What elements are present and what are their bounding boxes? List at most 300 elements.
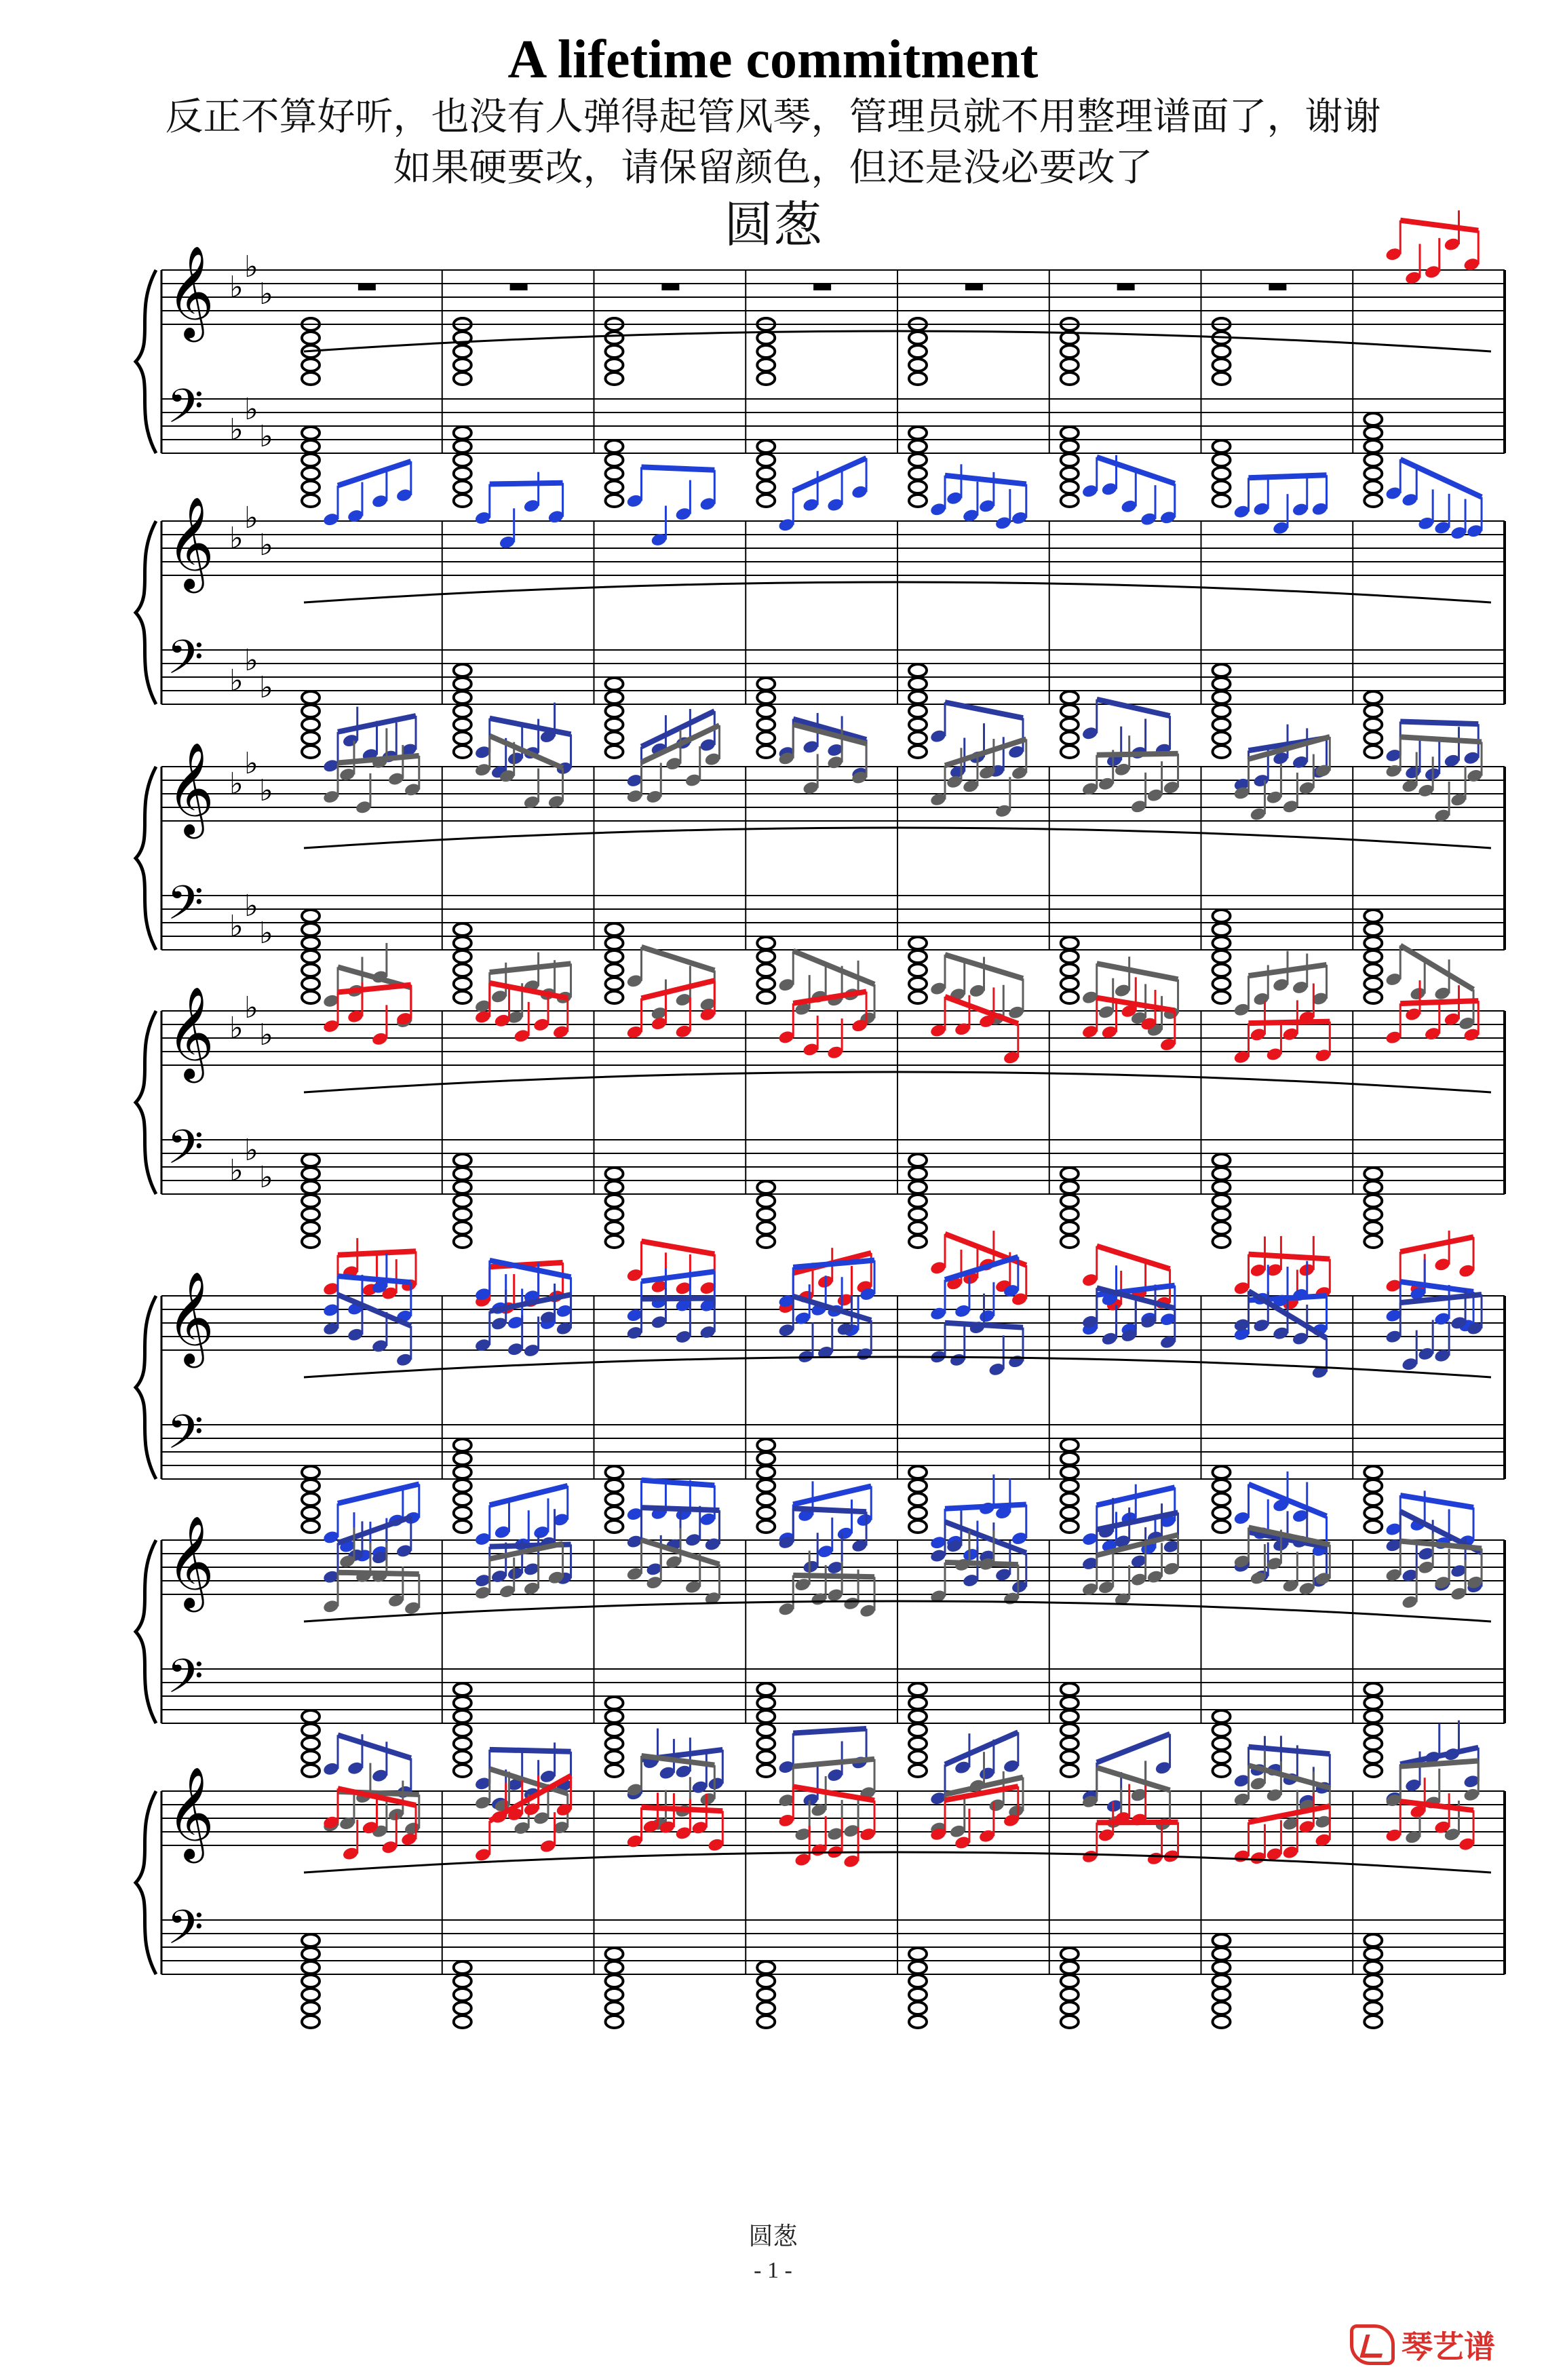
bass-chord-note — [757, 1738, 775, 1750]
treble-chord-note — [606, 345, 623, 358]
bass-chord-note — [606, 1520, 623, 1533]
bass-chord-note — [1364, 964, 1382, 976]
bass-chord-note — [302, 440, 320, 453]
bass-chord-note — [757, 746, 775, 758]
note-beam — [793, 1486, 871, 1504]
logo-icon — [1350, 2324, 1395, 2365]
bass-chord-note — [454, 1480, 471, 1492]
bass-chord-note — [757, 1710, 775, 1723]
bass-chord-note — [1213, 1507, 1231, 1519]
bass-chord-note — [1213, 1765, 1231, 1777]
note-beam — [338, 1251, 416, 1254]
bass-chord-note — [1213, 691, 1231, 704]
bass-chord-note — [454, 467, 471, 480]
bass-chord-note — [909, 1738, 927, 1750]
bass-chord-note — [757, 1961, 775, 1974]
key-flat: ♭ — [259, 277, 273, 311]
bass-chord-note — [1213, 910, 1231, 922]
bass-chord-note — [909, 1493, 927, 1505]
bass-chord-note — [757, 1975, 775, 1987]
bass-chord-note — [1061, 937, 1079, 949]
bass-chord-note — [1364, 718, 1382, 731]
note-beam — [642, 1508, 720, 1510]
bass-chord-note — [454, 664, 471, 676]
bass-chord-note — [1364, 1989, 1382, 2001]
bass-chord-note — [1364, 1948, 1382, 1960]
bass-chord-note — [1364, 1208, 1382, 1221]
subtitle-line-1: 反正不算好听，也没有人弹得起管风琴，管理员就不用整理谱面了，谢谢 — [165, 95, 1381, 139]
bass-chord-note — [1364, 937, 1382, 949]
bass-chord-note — [302, 2016, 320, 2028]
bass-chord-note — [909, 467, 927, 480]
bass-chord-note — [302, 1989, 320, 2001]
note-beam — [1249, 1254, 1330, 1259]
bass-chord-note — [1213, 718, 1231, 731]
bass-chord-note — [1061, 1738, 1079, 1750]
bass-chord-note — [454, 678, 471, 690]
bass-chord-note — [1213, 1181, 1231, 1193]
key-flat: ♭ — [259, 1160, 273, 1195]
treble-chord-note — [1213, 345, 1231, 358]
bass-chord-note — [1213, 978, 1231, 990]
bass-chord-note — [1061, 1751, 1079, 1763]
bass-chord-note — [454, 964, 471, 976]
key-flat: ♭ — [244, 889, 258, 923]
bass-chord-note — [302, 1975, 320, 1987]
bass-chord-note — [1061, 1208, 1079, 1221]
bass-chord-note — [302, 467, 320, 480]
bass-chord-note — [909, 454, 927, 466]
treble-chord-note — [909, 372, 927, 385]
key-flat: ♭ — [244, 501, 258, 535]
bass-chord-note — [606, 1710, 623, 1723]
bass-chord-note — [1364, 1493, 1382, 1505]
bass-chord-note — [757, 1697, 775, 1709]
bass-chord-note — [454, 1466, 471, 1478]
bass-chord-note — [757, 1520, 775, 1533]
treble-clef: 𝄞 — [167, 1765, 214, 1859]
bass-chord-note — [302, 718, 320, 731]
bass-chord-note — [454, 1520, 471, 1533]
bass-chord-note — [302, 1480, 320, 1492]
bass-chord-note — [454, 1208, 471, 1221]
bass-chord-note — [1364, 1751, 1382, 1763]
bass-chord-note — [1213, 1975, 1231, 1987]
note-beam — [338, 1735, 411, 1758]
treble-chord-note — [1061, 345, 1079, 358]
bass-chord-note — [302, 1235, 320, 1248]
bass-chord-note — [757, 1235, 775, 1248]
treble-chord-note — [454, 372, 471, 385]
bass-chord-note — [454, 454, 471, 466]
key-flat: ♭ — [229, 767, 244, 801]
note-beam — [1097, 754, 1178, 755]
bass-chord-note — [454, 1683, 471, 1695]
bass-chord-note — [1364, 705, 1382, 717]
bass-chord-note — [909, 1168, 927, 1180]
bass-chord-note — [1213, 1466, 1231, 1478]
bass-chord-note — [454, 923, 471, 936]
note-beam — [490, 1750, 571, 1752]
note-beam — [793, 1261, 874, 1267]
bass-clef: 𝄢 — [167, 1404, 204, 1471]
bass-chord-note — [302, 923, 320, 936]
treble-chord-note — [1213, 372, 1231, 385]
note-beam — [338, 1484, 419, 1503]
bass-chord-note — [302, 991, 320, 1003]
bass-chord-note — [757, 678, 775, 690]
bass-chord-note — [454, 1989, 471, 2001]
bass-chord-note — [1061, 1697, 1079, 1709]
note-beam — [793, 458, 866, 491]
system-brace — [136, 1540, 156, 1723]
bass-chord-note — [606, 691, 623, 704]
bass-chord-note — [302, 1154, 320, 1166]
bass-chord-note — [454, 978, 471, 990]
bass-chord-note — [909, 664, 927, 676]
bass-chord-note — [302, 910, 320, 922]
bass-clef: 𝄢 — [167, 630, 204, 696]
bass-chord-note — [909, 2016, 927, 2028]
bass-chord-note — [1213, 705, 1231, 717]
bass-chord-note — [1213, 1751, 1231, 1763]
key-flat: ♭ — [229, 521, 244, 556]
bass-chord-note — [1213, 678, 1231, 690]
bass-chord-note — [1364, 1765, 1382, 1777]
bass-chord-note — [1213, 2016, 1231, 2028]
bass-chord-note — [1213, 664, 1231, 676]
bass-chord-note — [1061, 1961, 1079, 1974]
bass-chord-note — [606, 718, 623, 731]
bass-chord-note — [454, 1975, 471, 1987]
bass-chord-note — [1213, 746, 1231, 758]
bass-chord-note — [1364, 1975, 1382, 1987]
bass-chord-note — [454, 746, 471, 758]
bass-chord-note — [1061, 1195, 1079, 1207]
bass-chord-note — [1364, 746, 1382, 758]
bass-chord-note — [1061, 1222, 1079, 1234]
bass-chord-note — [909, 1208, 927, 1221]
page-number: - 1 - — [754, 2258, 792, 2283]
bass-chord-note — [606, 746, 623, 758]
key-flat: ♭ — [244, 746, 258, 781]
bass-chord-note — [757, 691, 775, 704]
score-title: A lifetime commitment — [507, 30, 1039, 90]
site-logo — [1350, 2320, 1526, 2369]
key-flat: ♭ — [244, 991, 258, 1025]
bass-chord-note — [757, 1751, 775, 1763]
bass-chord-note — [909, 1480, 927, 1492]
logo-text: 琴艺谱 — [1402, 2328, 1495, 2365]
bass-chord-note — [606, 467, 623, 480]
bass-chord-note — [1364, 1710, 1382, 1723]
bass-chord-note — [606, 1961, 623, 1974]
bass-chord-note — [1061, 2016, 1079, 2028]
bass-chord-note — [1213, 1934, 1231, 1946]
bass-chord-note — [606, 678, 623, 690]
bass-chord-note — [454, 1439, 471, 1451]
bass-chord-note — [1213, 1493, 1231, 1505]
treble-clef: 𝄞 — [167, 1270, 214, 1364]
bass-chord-note — [454, 1961, 471, 1974]
treble-chord-note — [757, 345, 775, 358]
note-beam — [338, 461, 411, 486]
bass-chord-note — [757, 1208, 775, 1221]
bass-chord-note — [606, 1751, 623, 1763]
bass-chord-note — [1061, 691, 1079, 704]
composer-name: 圆葱 — [724, 196, 822, 253]
bass-clef: 𝄢 — [167, 379, 204, 445]
bass-chord-note — [1213, 1208, 1231, 1221]
whole-rest — [661, 284, 679, 290]
bass-chord-note — [606, 1493, 623, 1505]
treble-chord-note — [302, 332, 320, 344]
bass-clef: 𝄢 — [167, 1649, 204, 1715]
key-flat: ♭ — [229, 1153, 244, 1188]
bass-chord-note — [909, 691, 927, 704]
bass-chord-note — [606, 454, 623, 466]
bass-chord-note — [1213, 2002, 1231, 2014]
key-flat: ♭ — [229, 1011, 244, 1045]
note-beam — [642, 1480, 715, 1486]
bass-chord-note — [909, 1466, 927, 1478]
footer-composer: 圆葱 — [748, 2223, 798, 2250]
bass-chord-note — [606, 991, 623, 1003]
bass-chord-note — [1213, 951, 1231, 963]
bass-chord-note — [302, 1168, 320, 1180]
note-beam — [1400, 459, 1482, 497]
bass-chord-note — [1061, 964, 1079, 976]
treble-chord-note — [302, 359, 320, 371]
bass-chord-note — [1364, 951, 1382, 963]
bass-chord-note — [606, 1507, 623, 1519]
note-beam — [1400, 1237, 1473, 1252]
bass-chord-note — [909, 1724, 927, 1736]
bass-chord-note — [302, 1493, 320, 1505]
treble-clef: 𝄞 — [167, 1514, 214, 1608]
note-beam — [1400, 721, 1478, 724]
bass-chord-note — [1364, 2016, 1382, 2028]
bass-chord-note — [909, 951, 927, 963]
bass-chord-note — [1364, 1507, 1382, 1519]
system-brace — [136, 767, 156, 950]
key-flat: ♭ — [259, 916, 273, 951]
bass-chord-note — [606, 951, 623, 963]
bass-chord-note — [606, 1738, 623, 1750]
note-beam — [1097, 1246, 1170, 1269]
key-flat: ♭ — [259, 528, 273, 562]
bass-chord-note — [454, 1222, 471, 1234]
bass-chord-note — [909, 1697, 927, 1709]
key-flat: ♭ — [229, 909, 244, 944]
treble-chord-note — [606, 359, 623, 371]
bass-chord-note — [454, 991, 471, 1003]
bass-chord-note — [1061, 1724, 1079, 1736]
bass-chord-note — [1213, 1195, 1231, 1207]
bass-chord-note — [606, 1989, 623, 2001]
bass-chord-note — [606, 1975, 623, 1987]
bass-chord-note — [757, 454, 775, 466]
system-brace — [136, 1791, 156, 1974]
note-beam — [338, 985, 411, 993]
bass-chord-note — [1213, 454, 1231, 466]
bass-chord-note — [1061, 481, 1079, 493]
bass-chord-note — [606, 732, 623, 744]
treble-chord-note — [606, 332, 623, 344]
note-beam — [490, 1486, 568, 1505]
bass-chord-note — [757, 705, 775, 717]
bass-chord-note — [1364, 1961, 1382, 1974]
bass-chord-note — [302, 964, 320, 976]
bass-chord-note — [606, 1948, 623, 1960]
treble-chord-note — [1061, 359, 1079, 371]
bass-chord-note — [1364, 1181, 1382, 1193]
bass-chord-note — [302, 1208, 320, 1221]
bass-chord-note — [909, 1507, 927, 1519]
bass-chord-note — [454, 691, 471, 704]
bass-chord-note — [302, 746, 320, 758]
bass-chord-note — [606, 1208, 623, 1221]
note-beam — [642, 1807, 723, 1811]
bass-chord-note — [606, 705, 623, 717]
bass-chord-note — [454, 705, 471, 717]
bass-chord-note — [302, 978, 320, 990]
bass-chord-note — [909, 1195, 927, 1207]
treble-clef: 𝄞 — [167, 985, 214, 1079]
key-flat: ♭ — [229, 270, 244, 305]
bass-chord-note — [1213, 1710, 1231, 1723]
bass-chord-note — [302, 705, 320, 717]
bass-chord-note — [1213, 1480, 1231, 1492]
bass-chord-note — [606, 2016, 623, 2028]
bass-chord-note — [454, 718, 471, 731]
bass-chord-note — [454, 2002, 471, 2014]
key-flat: ♭ — [259, 670, 273, 705]
bass-chord-note — [1364, 1480, 1382, 1492]
note-beam — [642, 467, 715, 469]
bass-chord-note — [1213, 1989, 1231, 2001]
note-beam — [793, 951, 874, 984]
note-beam — [793, 1508, 866, 1512]
bass-chord-note — [909, 1181, 927, 1193]
bass-chord-note — [757, 964, 775, 976]
key-flat: ♭ — [229, 412, 244, 447]
note-beam — [945, 1257, 1018, 1280]
bass-chord-note — [454, 1751, 471, 1763]
note-beam — [1400, 220, 1478, 231]
bass-chord-note — [909, 1683, 927, 1695]
subtitle-line-2: 如果硬要改，请保留颜色，但还是没必要改了 — [393, 146, 1153, 190]
whole-rest — [510, 284, 528, 290]
system-brace — [136, 270, 156, 453]
bass-chord-note — [909, 1751, 927, 1763]
bass-chord-note — [909, 1235, 927, 1248]
bass-chord-note — [1364, 1724, 1382, 1736]
system-brace — [136, 521, 156, 704]
note-beam — [642, 947, 715, 970]
note-beam — [793, 1729, 866, 1733]
bass-chord-note — [1061, 951, 1079, 963]
bass-chord-note — [909, 678, 927, 690]
bass-chord-note — [757, 1493, 775, 1505]
system-brace — [136, 1011, 156, 1194]
bass-chord-note — [757, 2002, 775, 2014]
bass-chord-note — [909, 1222, 927, 1234]
bass-chord-note — [1213, 923, 1231, 936]
bass-chord-note — [1061, 978, 1079, 990]
bass-chord-note — [1061, 454, 1079, 466]
bass-chord-note — [757, 718, 775, 731]
bass-chord-note — [606, 1765, 623, 1777]
bass-chord-note — [302, 1466, 320, 1478]
bass-chord-note — [757, 1466, 775, 1478]
bass-chord-note — [757, 1453, 775, 1465]
bass-chord-note — [606, 495, 623, 507]
bass-chord-note — [757, 495, 775, 507]
bass-chord-note — [1364, 910, 1382, 922]
bass-chord-note — [1213, 1738, 1231, 1750]
bass-chord-note — [1061, 732, 1079, 744]
bass-chord-note — [909, 1154, 927, 1166]
bass-chord-note — [909, 481, 927, 493]
key-flat: ♭ — [259, 419, 273, 454]
treble-chord-note — [909, 332, 927, 344]
bass-chord-note — [454, 440, 471, 453]
bass-chord-note — [454, 1168, 471, 1180]
bass-chord-note — [757, 481, 775, 493]
treble-chord-note — [909, 345, 927, 358]
bass-chord-note — [302, 495, 320, 507]
bass-chord-note — [1061, 2002, 1079, 2014]
bass-chord-note — [606, 481, 623, 493]
bass-chord-note — [1061, 1168, 1079, 1180]
bass-chord-note — [909, 964, 927, 976]
note-beam — [1400, 737, 1482, 742]
bass-chord-note — [757, 991, 775, 1003]
bass-chord-note — [1061, 495, 1079, 507]
bass-chord-note — [454, 937, 471, 949]
bass-chord-note — [1364, 1168, 1382, 1180]
note-beam — [490, 483, 563, 484]
bass-chord-note — [1213, 1154, 1231, 1166]
key-flat: ♭ — [244, 250, 258, 284]
bass-chord-note — [606, 964, 623, 976]
bass-chord-note — [606, 923, 623, 936]
bass-chord-note — [757, 440, 775, 453]
bass-chord-note — [757, 1683, 775, 1695]
bass-chord-note — [1061, 1765, 1079, 1777]
bass-chord-note — [1213, 481, 1231, 493]
bass-chord-note — [1213, 1961, 1231, 1974]
bass-chord-note — [1061, 1493, 1079, 1505]
treble-chord-note — [454, 359, 471, 371]
bass-chord-note — [1213, 467, 1231, 480]
bass-chord-note — [1364, 1466, 1382, 1478]
bass-chord-note — [1061, 1181, 1079, 1193]
treble-clef: 𝄞 — [167, 244, 214, 338]
bass-chord-note — [1213, 937, 1231, 949]
bass-chord-note — [1364, 413, 1382, 425]
note-beam — [642, 1298, 715, 1299]
bass-chord-note — [1364, 495, 1382, 507]
bass-chord-note — [454, 481, 471, 493]
key-flat: ♭ — [229, 664, 244, 698]
bass-chord-note — [1061, 991, 1079, 1003]
bass-chord-note — [1213, 732, 1231, 744]
bass-chord-note — [454, 427, 471, 439]
bass-chord-note — [454, 951, 471, 963]
bass-chord-note — [757, 978, 775, 990]
